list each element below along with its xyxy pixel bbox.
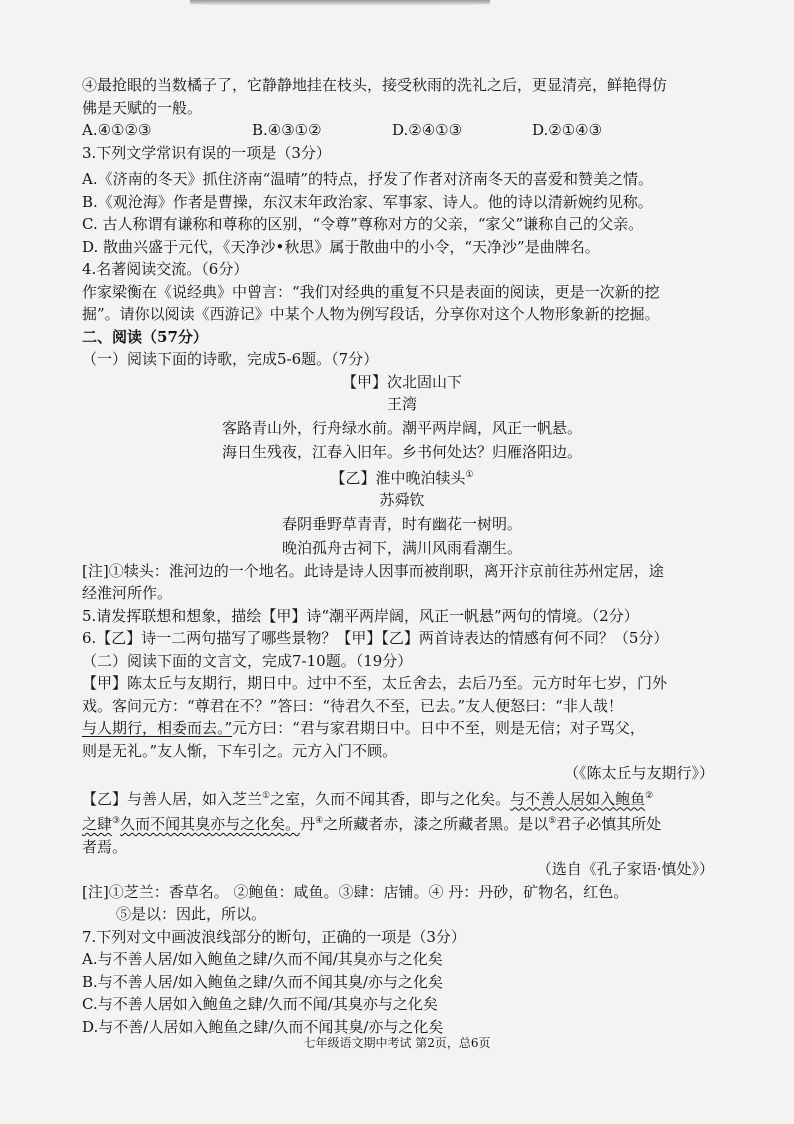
q2-option-a: A.④①②③: [82, 121, 152, 139]
q2-options: [82, 119, 722, 142]
note2-line1: [注]①芝兰：香草名。 ②鲍鱼：咸鱼。③肆：店铺。④ 丹：丹砂，矿物名，红色。: [82, 882, 629, 901]
q3-option-d: D. 散曲兴盛于元代，《天净沙•秋思》属于散曲中的小令，“天净沙”是曲牌名。: [82, 237, 600, 256]
poem-yi-title-note: ①: [465, 469, 474, 480]
q3-option-a: A.《济南的冬天》抓住济南“温晴”的特点，抒发了作者对济南冬天的喜爱和赞美之情。: [82, 170, 653, 188]
q2-option-d: D.②①④③: [532, 121, 603, 139]
q3-stem: 3.下列文学常识有误的一项是（3分）: [82, 143, 331, 162]
poem-jia-line1: 客路青山外，行舟绿水前。潮平两岸阔，风正一帆悬。: [221, 418, 582, 437]
q6-stem: 6.【乙】诗一二两句描写了哪些景物？【甲】【乙】两首诗表达的情感有何不同？（5分）: [82, 629, 669, 647]
page-content: [82, 74, 722, 1038]
poem-yi-title: 【乙】淮中晚泊犊头: [330, 468, 466, 487]
q7-option-d: D.与不善/人居如入鲍鱼之肆/久而不闻其臭/亦与之化矣: [82, 1017, 444, 1036]
text-yi-line1: [82, 785, 722, 811]
q7-option-b: B.与不善人居/如入鲍鱼之肆/久而不闻其臭/亦与之化矣: [82, 972, 443, 991]
q4-stem: 4.名著阅读交流。（6分）: [82, 260, 249, 278]
text-jia-underlined: 与人期行，相委而去。”: [82, 719, 233, 737]
part2-heading: 二、阅读（57分）: [82, 327, 208, 346]
text-yi-line2-d: 之所藏者赤，漆之所藏者黑。是以: [323, 815, 549, 833]
text-yi-line2-e: 君子必慎其所处: [556, 815, 662, 833]
text-jia-line3-rest: 元方曰：“君与家君期日中。日中不至，则是无信；对子骂父，: [232, 719, 645, 737]
text-jia-source: （《陈太丘与友期行》）: [563, 764, 714, 782]
text-yi-line1-b: 之室，久而不闻其香，即与之化矣。: [270, 789, 511, 808]
text-yi-line3: 者焉。: [82, 837, 128, 856]
q3-option-b: B.《观沧海》作者是曹操，东汉末年政治家、军事家、诗人。他的诗以清新婉约见称。: [82, 192, 653, 211]
poem-note-line2: 经淮河所作。: [82, 584, 173, 602]
q2-option-b: B.④③①②: [252, 121, 322, 139]
note2-line2: ⑤是以：因此，所以。: [116, 905, 267, 923]
q7-option-c: C.与不善人居如入鲍鱼之肆/久而不闻/其臭亦与之化矣: [82, 995, 438, 1013]
q7-option-a: A.与不善人居/如入鲍鱼之肆/久而不闻/其臭亦与之化矣: [82, 950, 443, 968]
text-jia-line4: 则是无礼。”友人惭，下车引之。元方入门不顾。: [82, 741, 398, 760]
scan-shadow: [190, 0, 490, 6]
q5-stem: 5.请发挥联想和想象，描绘【甲】诗“潮平两岸阔，风正一帆悬”两句的情境。（2分）: [82, 606, 639, 625]
text-yi-line1-a: 【乙】与善人居，如入芝兰: [82, 789, 263, 808]
text-jia-line2: 戏。客问元方：“尊君在不？”答曰：“待君久不至，已去。”友人便怒曰：“非人哉！: [82, 696, 623, 715]
text-yi-line2: [82, 810, 722, 836]
poem-yi-author: 苏舜钦: [379, 491, 425, 509]
q2-item-4-line2: 佛是天赋的一般。: [82, 98, 203, 117]
page-footer: 七年级语文期中考试 第2页，总6页: [303, 1036, 491, 1050]
text-yi-source: （选自《孔子家语·慎处》）: [536, 860, 714, 878]
text-yi-wavy-3: 久而不闻其臭亦与之化矣。: [120, 815, 301, 833]
poem-yi-line2: 晚泊孤舟古祠下，满川风雨看潮生。: [281, 538, 522, 557]
poem-jia-author: 王湾: [386, 395, 417, 413]
q3-option-c: C. 古人称谓有谦称和尊称的区别，“令尊”尊称对方的父亲，“家父”谦称自己的父亲。: [82, 215, 644, 233]
text-yi-wavy-2: 之肆: [82, 815, 113, 833]
q7-stem: 7.下列对文中画波浪线部分的断句，正确的一项是（3分）: [82, 927, 466, 946]
q2-option-c: D.②④①③: [392, 121, 463, 139]
text-yi-wavy-1: 与不善人居如入鲍鱼: [510, 789, 646, 808]
part2-sub1: （一）阅读下面的诗歌，完成5-6题。（7分）: [82, 350, 379, 368]
note-ref-1: ①: [262, 790, 271, 801]
note-ref-2: ②: [645, 790, 654, 801]
note-ref-5: ⑤: [548, 816, 557, 826]
poem-yi-title-row: [82, 464, 722, 490]
part2-sub2: （二）阅读下面的文言文，完成7-10题。（19分）: [82, 651, 413, 670]
q2-item-4-line1: ④最抢眼的当数橘子了，它静静地挂在枝头，接受秋雨的洗礼之后，更显清亮，鲜艳得仿: [82, 76, 668, 94]
text-yi-line2-c: 丹: [300, 815, 316, 833]
text-jia-line3: [82, 717, 722, 740]
q4-line2: 掘”。请你以阅读《西游记》中某个人物为例写段话，分享你对这个人物形象新的挖掘。: [82, 305, 660, 323]
note-ref-3: ③: [112, 816, 121, 826]
note-ref-4: ④: [315, 816, 324, 826]
poem-note-line1: [注]①犊头：淮河边的一个地名。此诗是诗人因事而被削职，离开汴京前往苏州定居，途: [82, 561, 664, 580]
q4-line1: 作家梁衡在《说经典》中曾言：“我们对经典的重复不只是表面的阅读，更是一次新的挖: [82, 282, 660, 301]
poem-yi-line1: 春阴垂野草青青，时有幽花一树明。: [281, 514, 522, 533]
text-jia-line1: 【甲】陈太丘与友期行，期日中。过中不至，太丘舍去，去后乃至。元方时年七岁，门外: [82, 674, 668, 692]
poem-jia-title: 【甲】次北固山下: [341, 372, 462, 391]
poem-jia-line2: 海日生残夜，江春入旧年。乡书何处达？归雁洛阳边。: [221, 442, 582, 461]
